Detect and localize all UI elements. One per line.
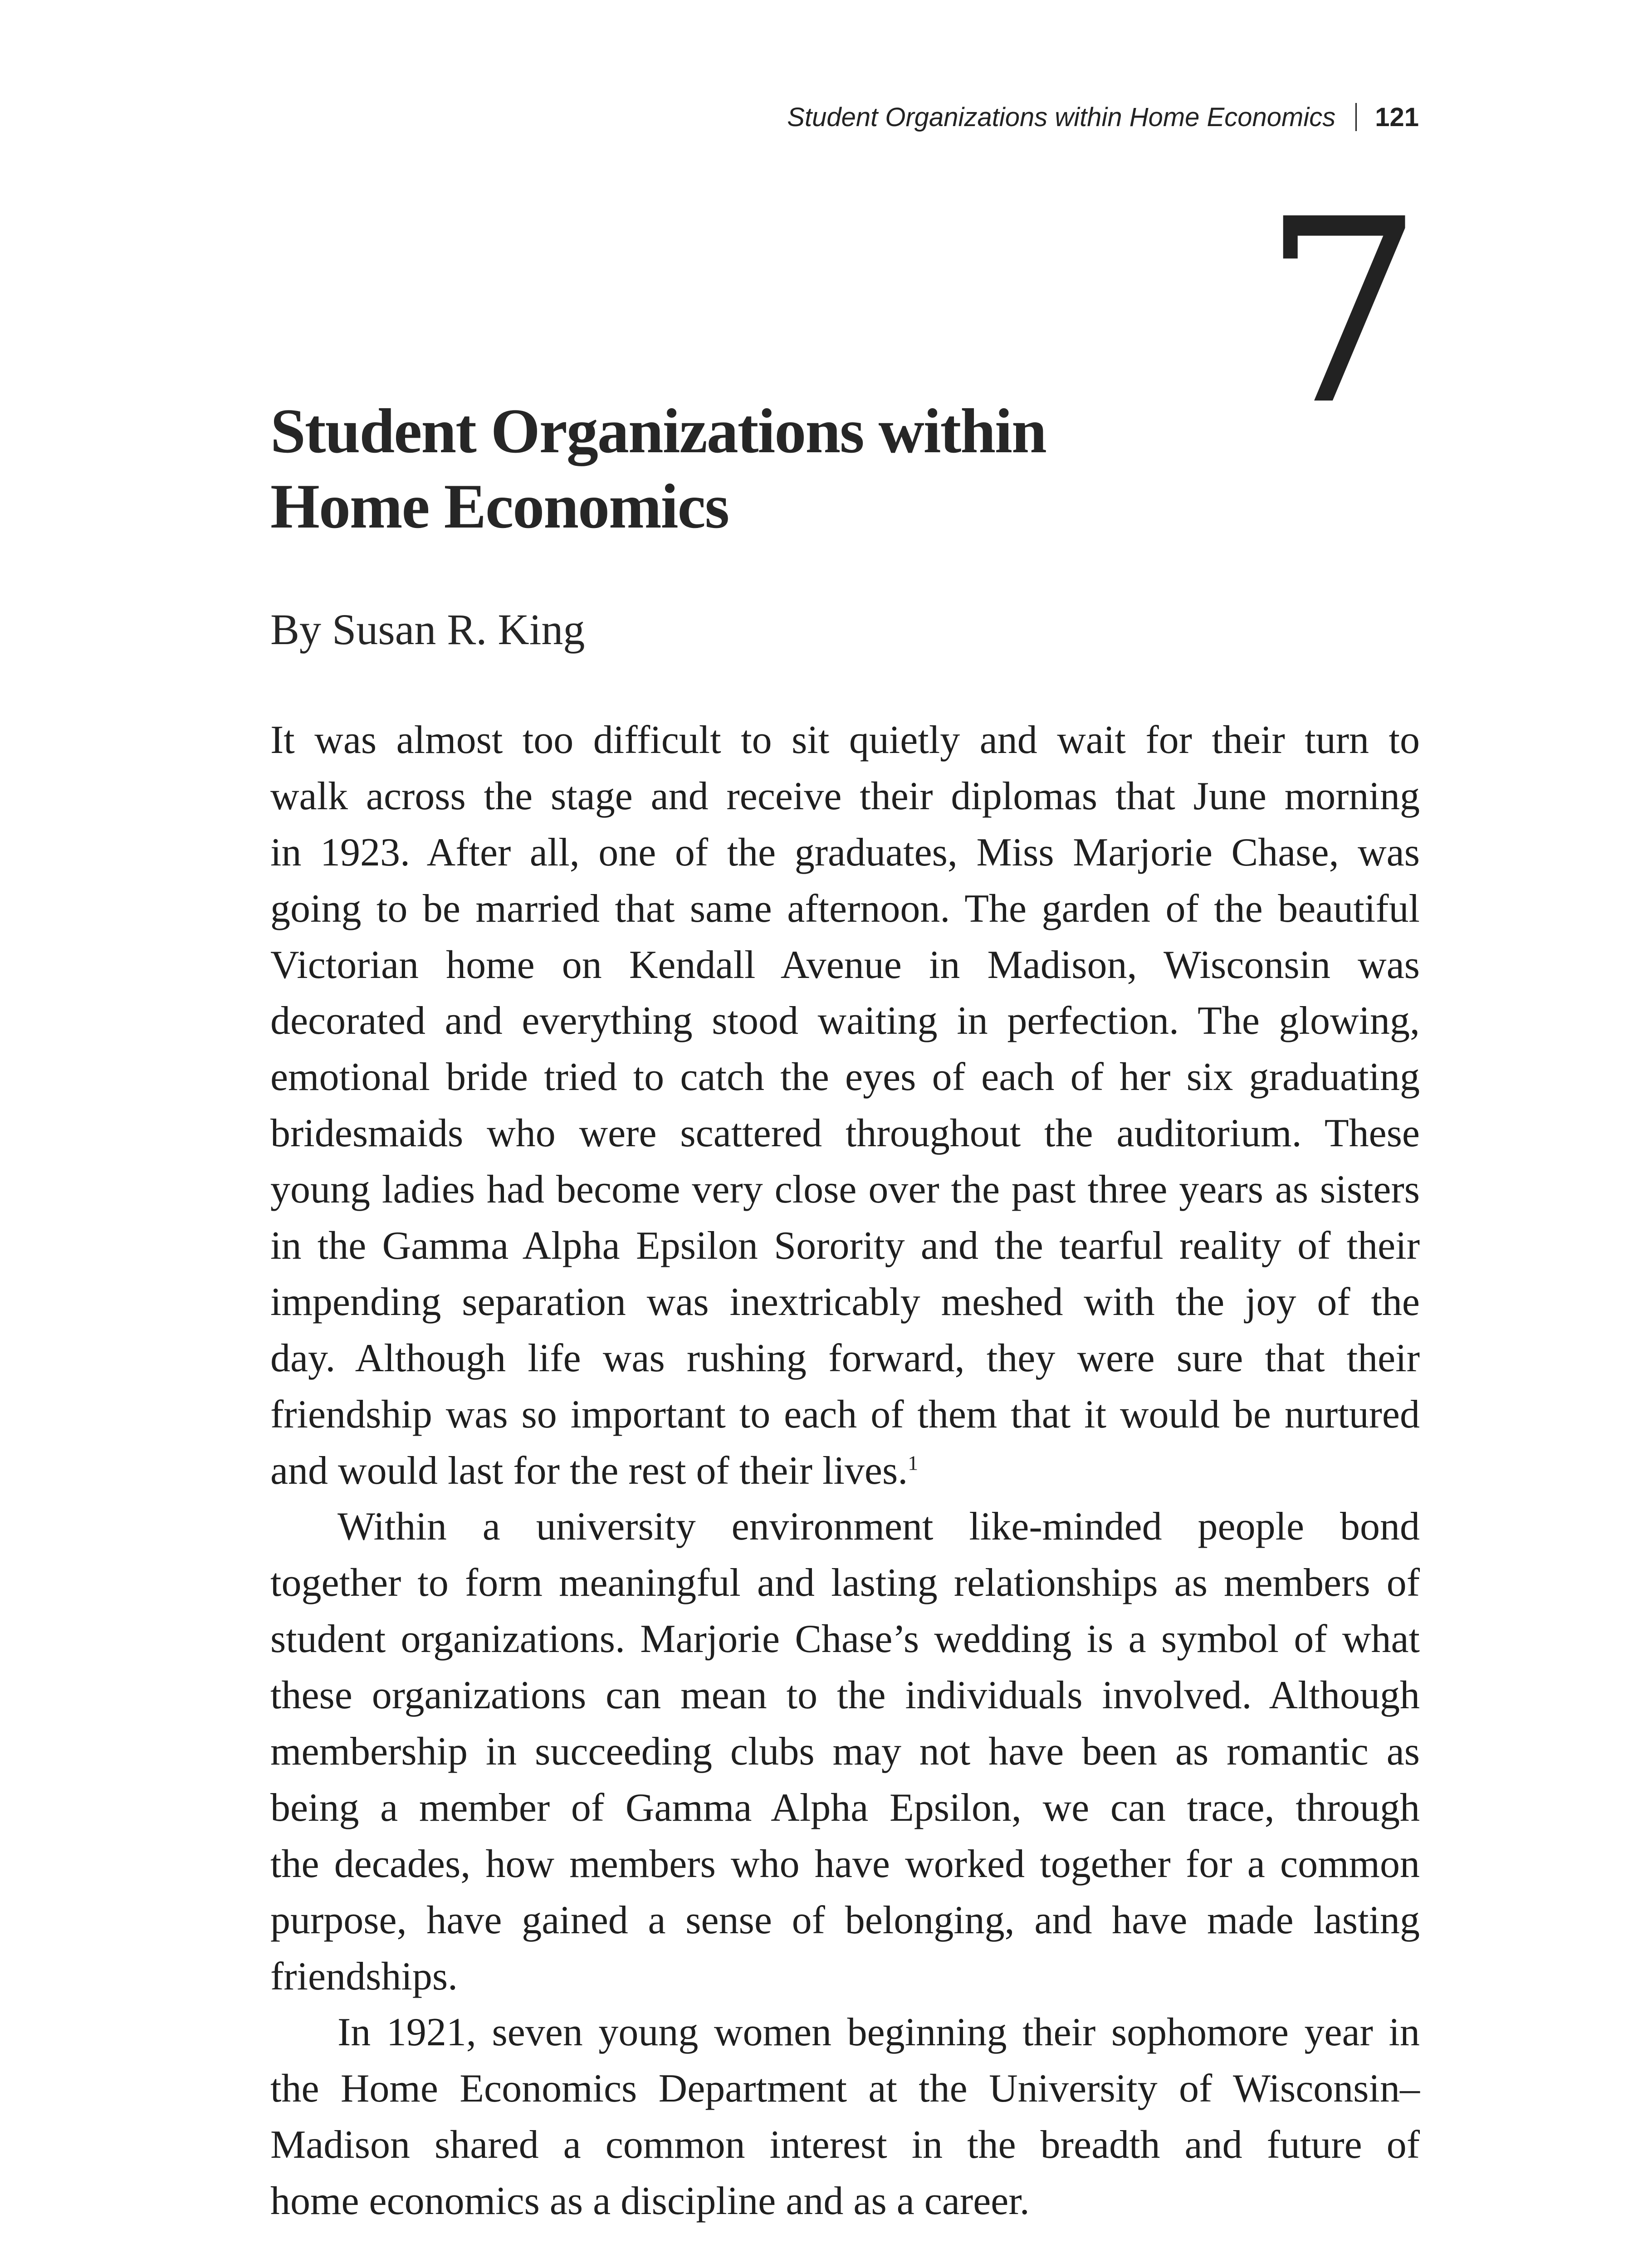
text-line <box>270 1443 1420 1499</box>
text-line: day. Although life was rushing forward, they were sure that their <box>270 1336 1420 1380</box>
text-line: It was almost too difficult to sit quietly and wait for their turn to <box>270 718 1420 762</box>
chapter-number: 7 <box>1261 165 1419 461</box>
text-line: Madison shared a common interest in the breadth and future of <box>270 2123 1420 2167</box>
text-line: bridesmaids who were scattered throughout the auditorium. These <box>270 1111 1420 1156</box>
text-line: decorated and everything stood waiting in perfection. The glowing, <box>270 999 1420 1043</box>
chapter-title-line: Student Organizations within <box>270 396 1046 466</box>
text-line: the decades, how members who have worked together for a common <box>270 1842 1420 1886</box>
text-line: going to be married that same afternoon. The garden of the beautiful <box>270 886 1420 931</box>
text-line: Within a university environment like-minded people bond <box>337 1505 1420 1549</box>
text-line: friendships. <box>270 1954 458 1999</box>
text-line: in 1923. After all, one of the graduates, Miss Marjorie Chase, was <box>270 830 1420 875</box>
footnote-marker[interactable]: 1 <box>908 1451 919 1475</box>
chapter-title-line: Home Economics <box>270 471 729 542</box>
chapter-title <box>270 394 1314 544</box>
text-line: emotional bride tried to catch the eyes of each of her six graduating <box>270 1055 1420 1100</box>
text-line: young ladies had become very close over the past three years as sisters <box>270 1168 1420 1212</box>
text-line: purpose, have gained a sense of belonging, and have made lasting <box>270 1898 1420 1942</box>
text-line: together to form meaningful and lasting relationships as members of <box>270 1561 1420 1605</box>
text-line: impending separation was inextricably meshed with the joy of the <box>270 1280 1420 1324</box>
running-head-separator <box>1355 103 1357 131</box>
text-line: home economics as a discipline and as a career. <box>270 2179 1030 2224</box>
text-line: student organizations. Marjorie Chase’s wedding is a symbol of what <box>270 1617 1420 1662</box>
text-line: membership in succeeding clubs may not have been as romantic as <box>270 1730 1420 1774</box>
text-line: in the Gamma Alpha Epsilon Sorority and the tearful reality of their <box>270 1224 1420 1268</box>
text-line: In 1921, seven young women beginning their sophomore year in <box>337 2010 1420 2055</box>
running-head-title: Student Organizations within Home Economics <box>787 102 1336 132</box>
text-line: walk across the stage and receive their diplomas that June morning <box>270 774 1420 818</box>
byline: By Susan R. King <box>270 605 585 654</box>
body-text <box>270 712 1420 2229</box>
text-line: Victorian home on Kendall Avenue in Madison, Wisconsin was <box>270 943 1420 987</box>
text-line-content: and would last for the rest of their lives. <box>270 1448 908 1493</box>
text-line: friendship was so important to each of them that it would be nurtured <box>270 1392 1420 1437</box>
text-line: being a member of Gamma Alpha Epsilon, we can trace, through <box>270 1785 1420 1830</box>
page-number: 121 <box>1375 102 1419 132</box>
text-line: these organizations can mean to the individuals involved. Although <box>270 1673 1420 1718</box>
text-line: the Home Economics Department at the University of Wisconsin– <box>270 2067 1420 2111</box>
running-head <box>787 99 1419 135</box>
